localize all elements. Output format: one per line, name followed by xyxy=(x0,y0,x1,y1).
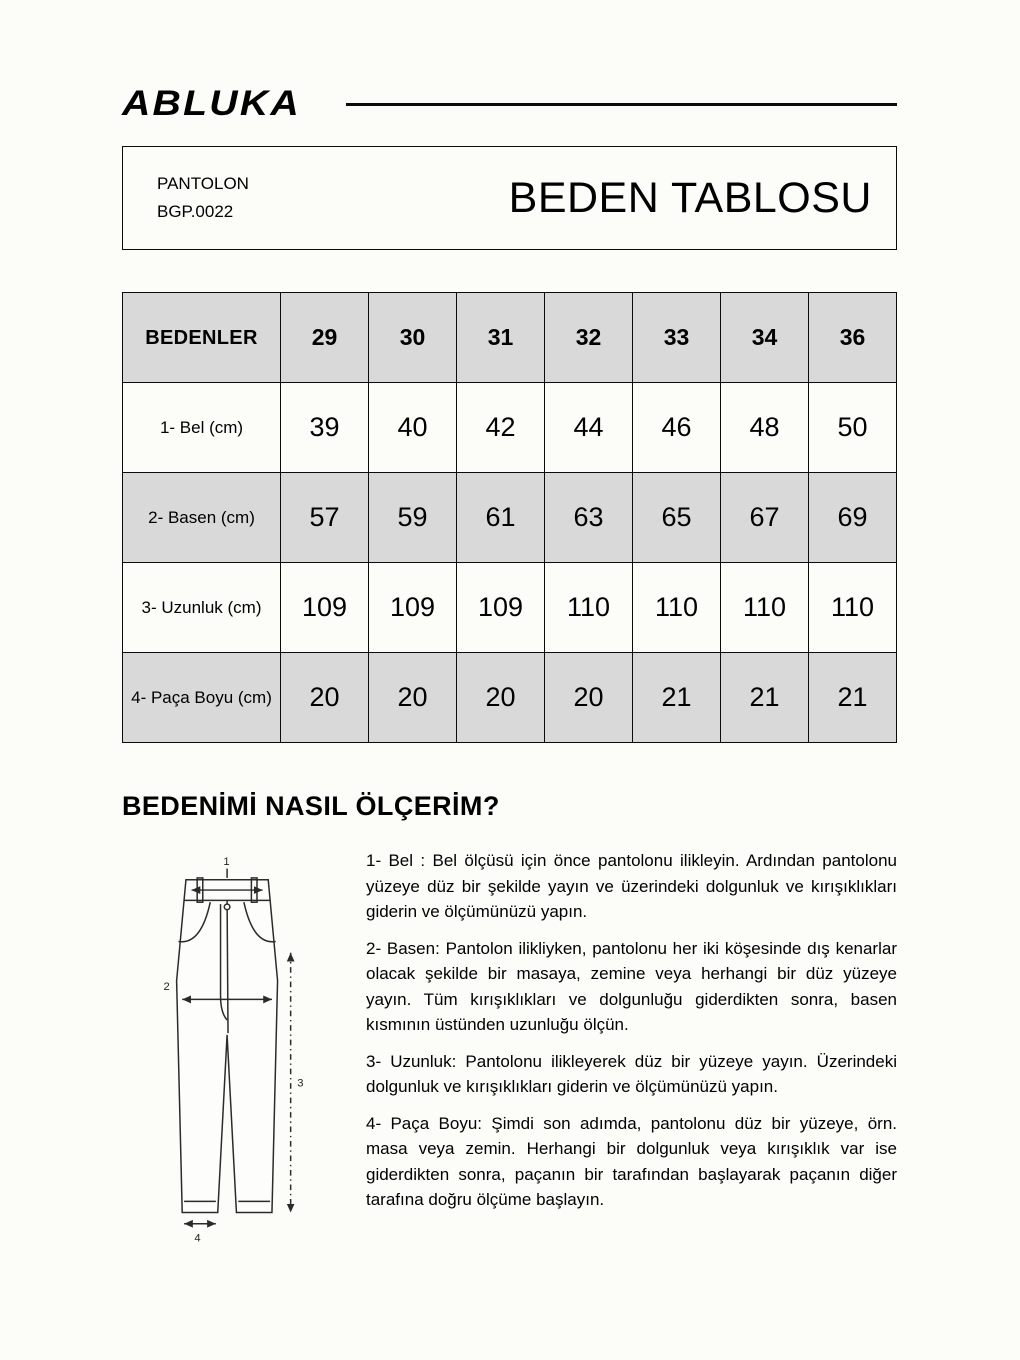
product-type-label: PANTOLON xyxy=(157,173,249,193)
measurement-value-cell: 20 xyxy=(457,653,545,743)
size-column-header: 36 xyxy=(809,293,897,383)
howto-heading: BEDENİMİ NASIL ÖLÇERİM? xyxy=(122,791,500,821)
diagram-label-leg-opening: 4 xyxy=(194,1232,201,1245)
measurement-value-cell: 40 xyxy=(369,383,457,473)
measurement-value-cell: 20 xyxy=(281,653,369,743)
size-table-row xyxy=(123,383,897,473)
measurement-value-cell: 110 xyxy=(545,563,633,653)
row-label-cell: 3- Uzunluk (cm) xyxy=(123,563,281,653)
measurement-value-cell: 57 xyxy=(281,473,369,563)
measurement-value-cell: 109 xyxy=(369,563,457,653)
row-label-cell: 4- Paça Boyu (cm) xyxy=(123,653,281,743)
size-column-header: 30 xyxy=(369,293,457,383)
brand-divider-rule xyxy=(346,103,897,106)
diagram-column xyxy=(122,848,340,1253)
measurement-value-cell: 21 xyxy=(633,653,721,743)
size-table-row xyxy=(123,473,897,563)
howto-figure-row xyxy=(122,848,897,1253)
howto-paragraph-paca-boyu: 4- Paça Boyu: Şimdi son adımda, pantolonu düz bir yüzeye, örn. masa veya zemin. Herhangi bir dolgunluk veya kırışıklık var ise giderdikten sonra, paçanın bir tarafından başlayarak paçanın diğer tarafına doğru ölçüme başlayın. xyxy=(366,1113,897,1209)
measurement-value-cell: 61 xyxy=(457,473,545,563)
size-table-header-row xyxy=(123,293,897,383)
measurement-value-cell: 63 xyxy=(545,473,633,563)
row-label-cell: 1- Bel (cm) xyxy=(123,383,281,473)
measurement-value-cell: 110 xyxy=(633,563,721,653)
size-column-header: 32 xyxy=(545,293,633,383)
measurement-value-cell: 109 xyxy=(457,563,545,653)
howto-paragraph-basen: 2- Basen: Pantolon ilikliyken, pantolonu her iki köşesinde dış kenarlar olacak şekilde bir masaya, zemine veya herhangi bir düz yüzeye yayın. Tüm kırışıklıkları ve dolgunluğu giderdikten sonra, basen kısmının üstünden uzunluğu ölçün. xyxy=(366,938,897,1034)
brand-logo: ABLUKA xyxy=(122,84,301,123)
howto-text-column xyxy=(366,848,897,1253)
measurement-value-cell: 67 xyxy=(721,473,809,563)
size-table-row xyxy=(123,563,897,653)
pants-measurement-diagram xyxy=(128,848,343,1248)
measurement-value-cell: 46 xyxy=(633,383,721,473)
measurement-value-cell: 109 xyxy=(281,563,369,653)
diagram-label-length: 3 xyxy=(297,1077,304,1090)
measurement-value-cell: 44 xyxy=(545,383,633,473)
measurement-value-cell: 20 xyxy=(545,653,633,743)
diagram-label-waist: 1 xyxy=(223,855,230,868)
measurement-value-cell: 39 xyxy=(281,383,369,473)
size-table-corner-cell: BEDENLER xyxy=(123,293,281,383)
howto-paragraph-uzunluk: 3- Uzunluk: Pantolonu ilikleyerek düz bir yüzeye yayın. Üzerindeki dolgunluk ve kırışıklıkları giderin ve ölçümünüzü yapın. xyxy=(366,1051,897,1096)
measurement-value-cell: 42 xyxy=(457,383,545,473)
size-table-row xyxy=(123,653,897,743)
size-table-body xyxy=(123,293,897,743)
document-header-box xyxy=(122,146,897,250)
howto-paragraph-bel: 1- Bel : Bel ölçüsü için önce pantolonu ilikleyin. Ardından pantolonu yüzeye düz bir şekilde yayın ve üzerindeki dolgunluk ve kırışıklıkları giderin ve ölçümünüzü yapın. xyxy=(366,851,897,921)
diagram-label-hip: 2 xyxy=(163,981,170,994)
measurement-value-cell: 110 xyxy=(809,563,897,653)
measurement-value-cell: 110 xyxy=(721,563,809,653)
size-column-header: 29 xyxy=(281,293,369,383)
size-table xyxy=(122,292,897,743)
measurement-value-cell: 48 xyxy=(721,383,809,473)
measurement-value-cell: 65 xyxy=(633,473,721,563)
measurement-value-cell: 50 xyxy=(809,383,897,473)
product-code-label: BGP.0022 xyxy=(157,202,234,221)
measurement-value-cell: 69 xyxy=(809,473,897,563)
size-column-header: 34 xyxy=(721,293,809,383)
brand-row xyxy=(122,84,897,124)
product-info xyxy=(157,170,249,226)
size-column-header: 33 xyxy=(633,293,721,383)
measurement-value-cell: 21 xyxy=(809,653,897,743)
row-label-cell: 2- Basen (cm) xyxy=(123,473,281,563)
size-column-header: 31 xyxy=(457,293,545,383)
page-title: BEDEN TABLOSU xyxy=(508,173,872,222)
measurement-value-cell: 21 xyxy=(721,653,809,743)
measurement-value-cell: 20 xyxy=(369,653,457,743)
measurement-value-cell: 59 xyxy=(369,473,457,563)
